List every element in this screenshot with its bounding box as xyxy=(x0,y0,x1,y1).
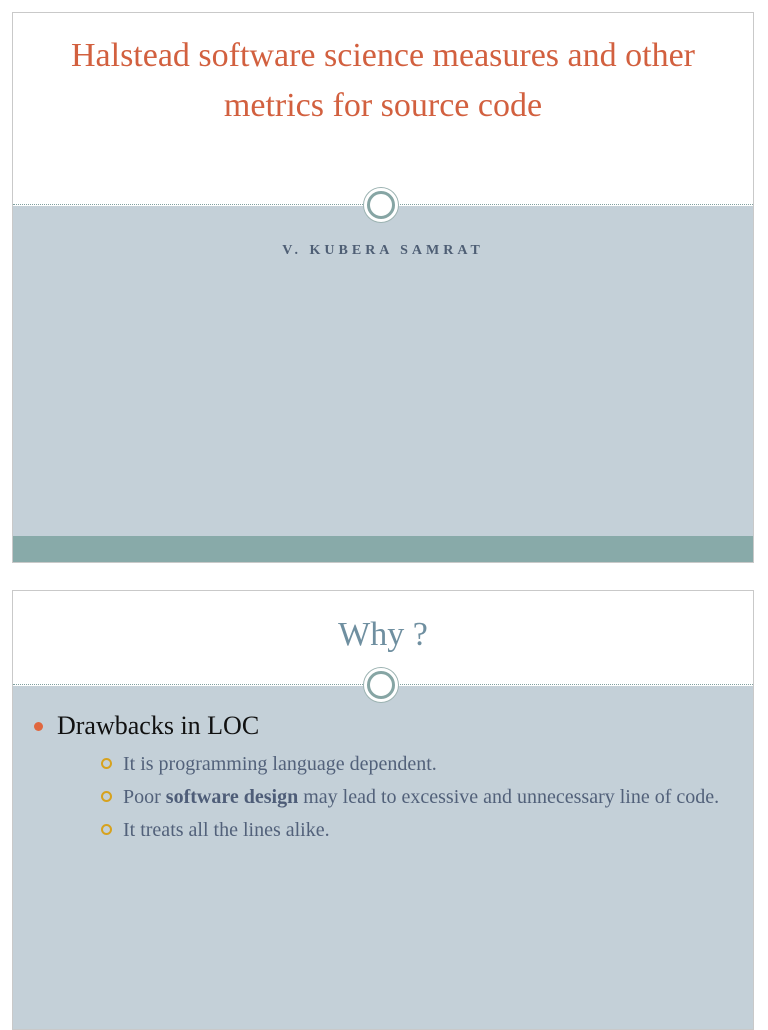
sub-bullet-text-prefix: Poor xyxy=(123,786,166,808)
title-area xyxy=(13,13,753,206)
sub-bullet-emphasis: software design xyxy=(165,786,299,808)
ring-ornament-icon xyxy=(364,668,398,702)
list-item xyxy=(57,816,753,844)
ring-ornament-icon xyxy=(364,188,398,222)
sub-bullet-text: It is programming language dependent. xyxy=(123,753,437,775)
sub-bullet-text-suffix: may lead to excessive and unnecessary line of code. xyxy=(298,786,720,808)
list-item xyxy=(57,750,753,778)
sub-bullet-text: It treats all the lines alike. xyxy=(123,819,330,841)
ring-bullet-icon xyxy=(101,824,112,835)
author-subtitle: V. KUBERA SAMRAT xyxy=(282,243,484,258)
bullet-list xyxy=(13,708,753,849)
list-item xyxy=(57,783,753,811)
ring-bullet-icon xyxy=(101,791,112,802)
content-slide xyxy=(12,590,754,1030)
title-slide xyxy=(12,12,754,563)
slide-title: Halstead software science measures and other metrics for source code xyxy=(70,37,695,124)
bullet-text: Drawbacks in LOC xyxy=(57,711,260,740)
slide-title: Why ? xyxy=(338,616,428,653)
bottom-accent-band xyxy=(13,536,753,562)
list-item xyxy=(13,708,753,844)
ring-bullet-icon xyxy=(101,758,112,769)
sub-bullet-list xyxy=(57,750,753,844)
bullet-dot-icon xyxy=(34,722,43,731)
